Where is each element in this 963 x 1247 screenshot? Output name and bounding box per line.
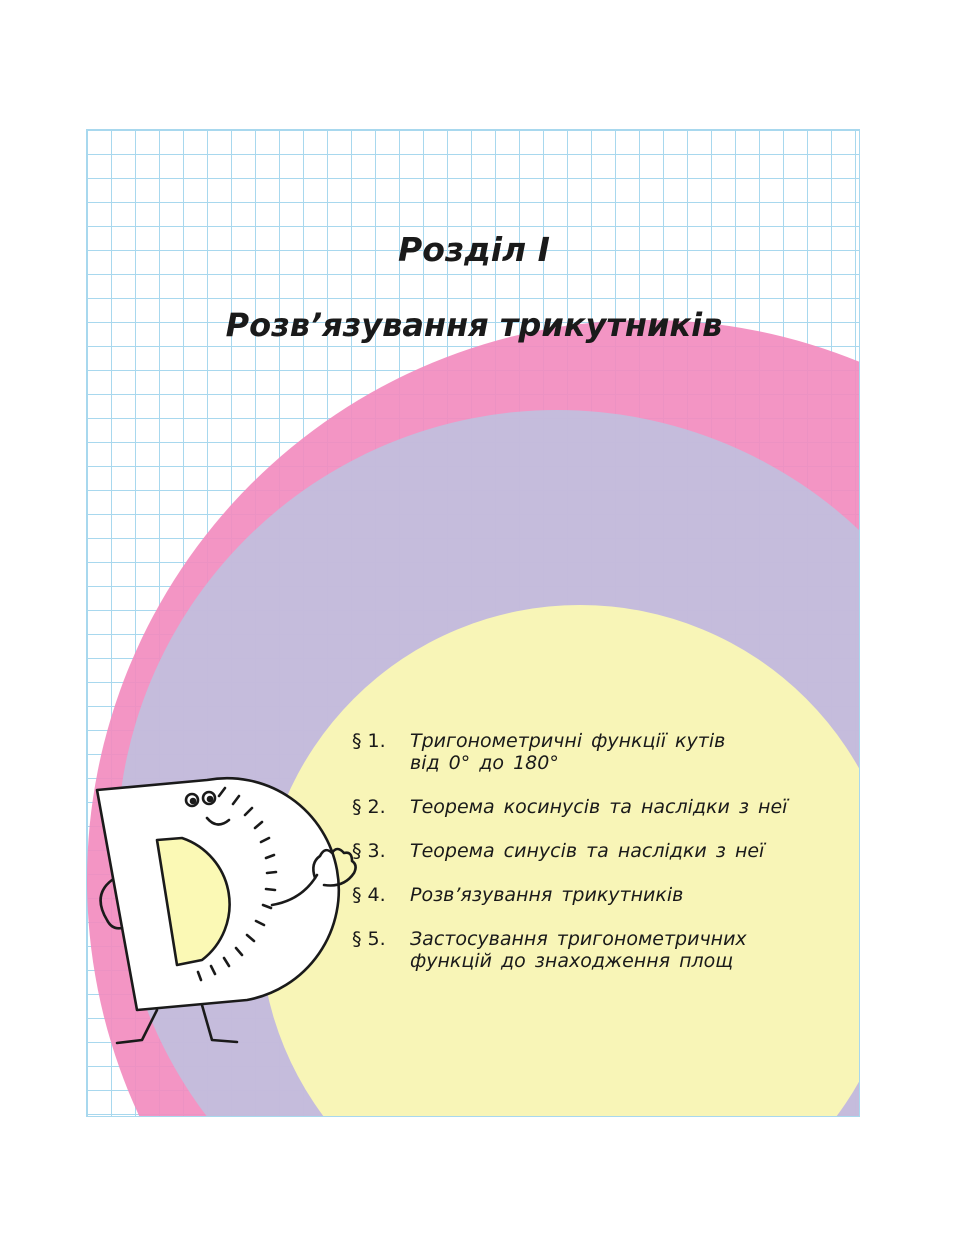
toc-item-title: Розв’язування трикутників [410, 884, 684, 906]
toc-item-title: Теорема косинусів та наслідки з неї [410, 796, 788, 818]
chapter-label: Розділ I [398, 230, 550, 269]
toc-item-number: § 3. [352, 840, 386, 862]
toc-item-number: § 1. [352, 730, 386, 752]
toc-item[interactable] [352, 884, 852, 906]
toc-item-number: § 5. [352, 928, 386, 950]
toc-item[interactable] [352, 730, 852, 774]
toc-item-title: Тригонометричні функції кутів від 0° до 180° [410, 730, 726, 774]
toc-item-title: Теорема синусів та наслідки з неї [410, 840, 765, 862]
toc-item[interactable] [352, 796, 852, 818]
toc-item[interactable] [352, 840, 852, 862]
toc-item-number: § 4. [352, 884, 386, 906]
toc-item-title: Застосування тригонометричних функцій до знаходження площ [410, 928, 747, 972]
grid-panel [86, 129, 860, 1117]
chapter-title: Розв’язування трикутників [225, 306, 723, 344]
protractor-mascot-icon [87, 760, 367, 1060]
table-of-contents [352, 730, 852, 994]
toc-item[interactable] [352, 928, 852, 972]
toc-item-number: § 2. [352, 796, 386, 818]
